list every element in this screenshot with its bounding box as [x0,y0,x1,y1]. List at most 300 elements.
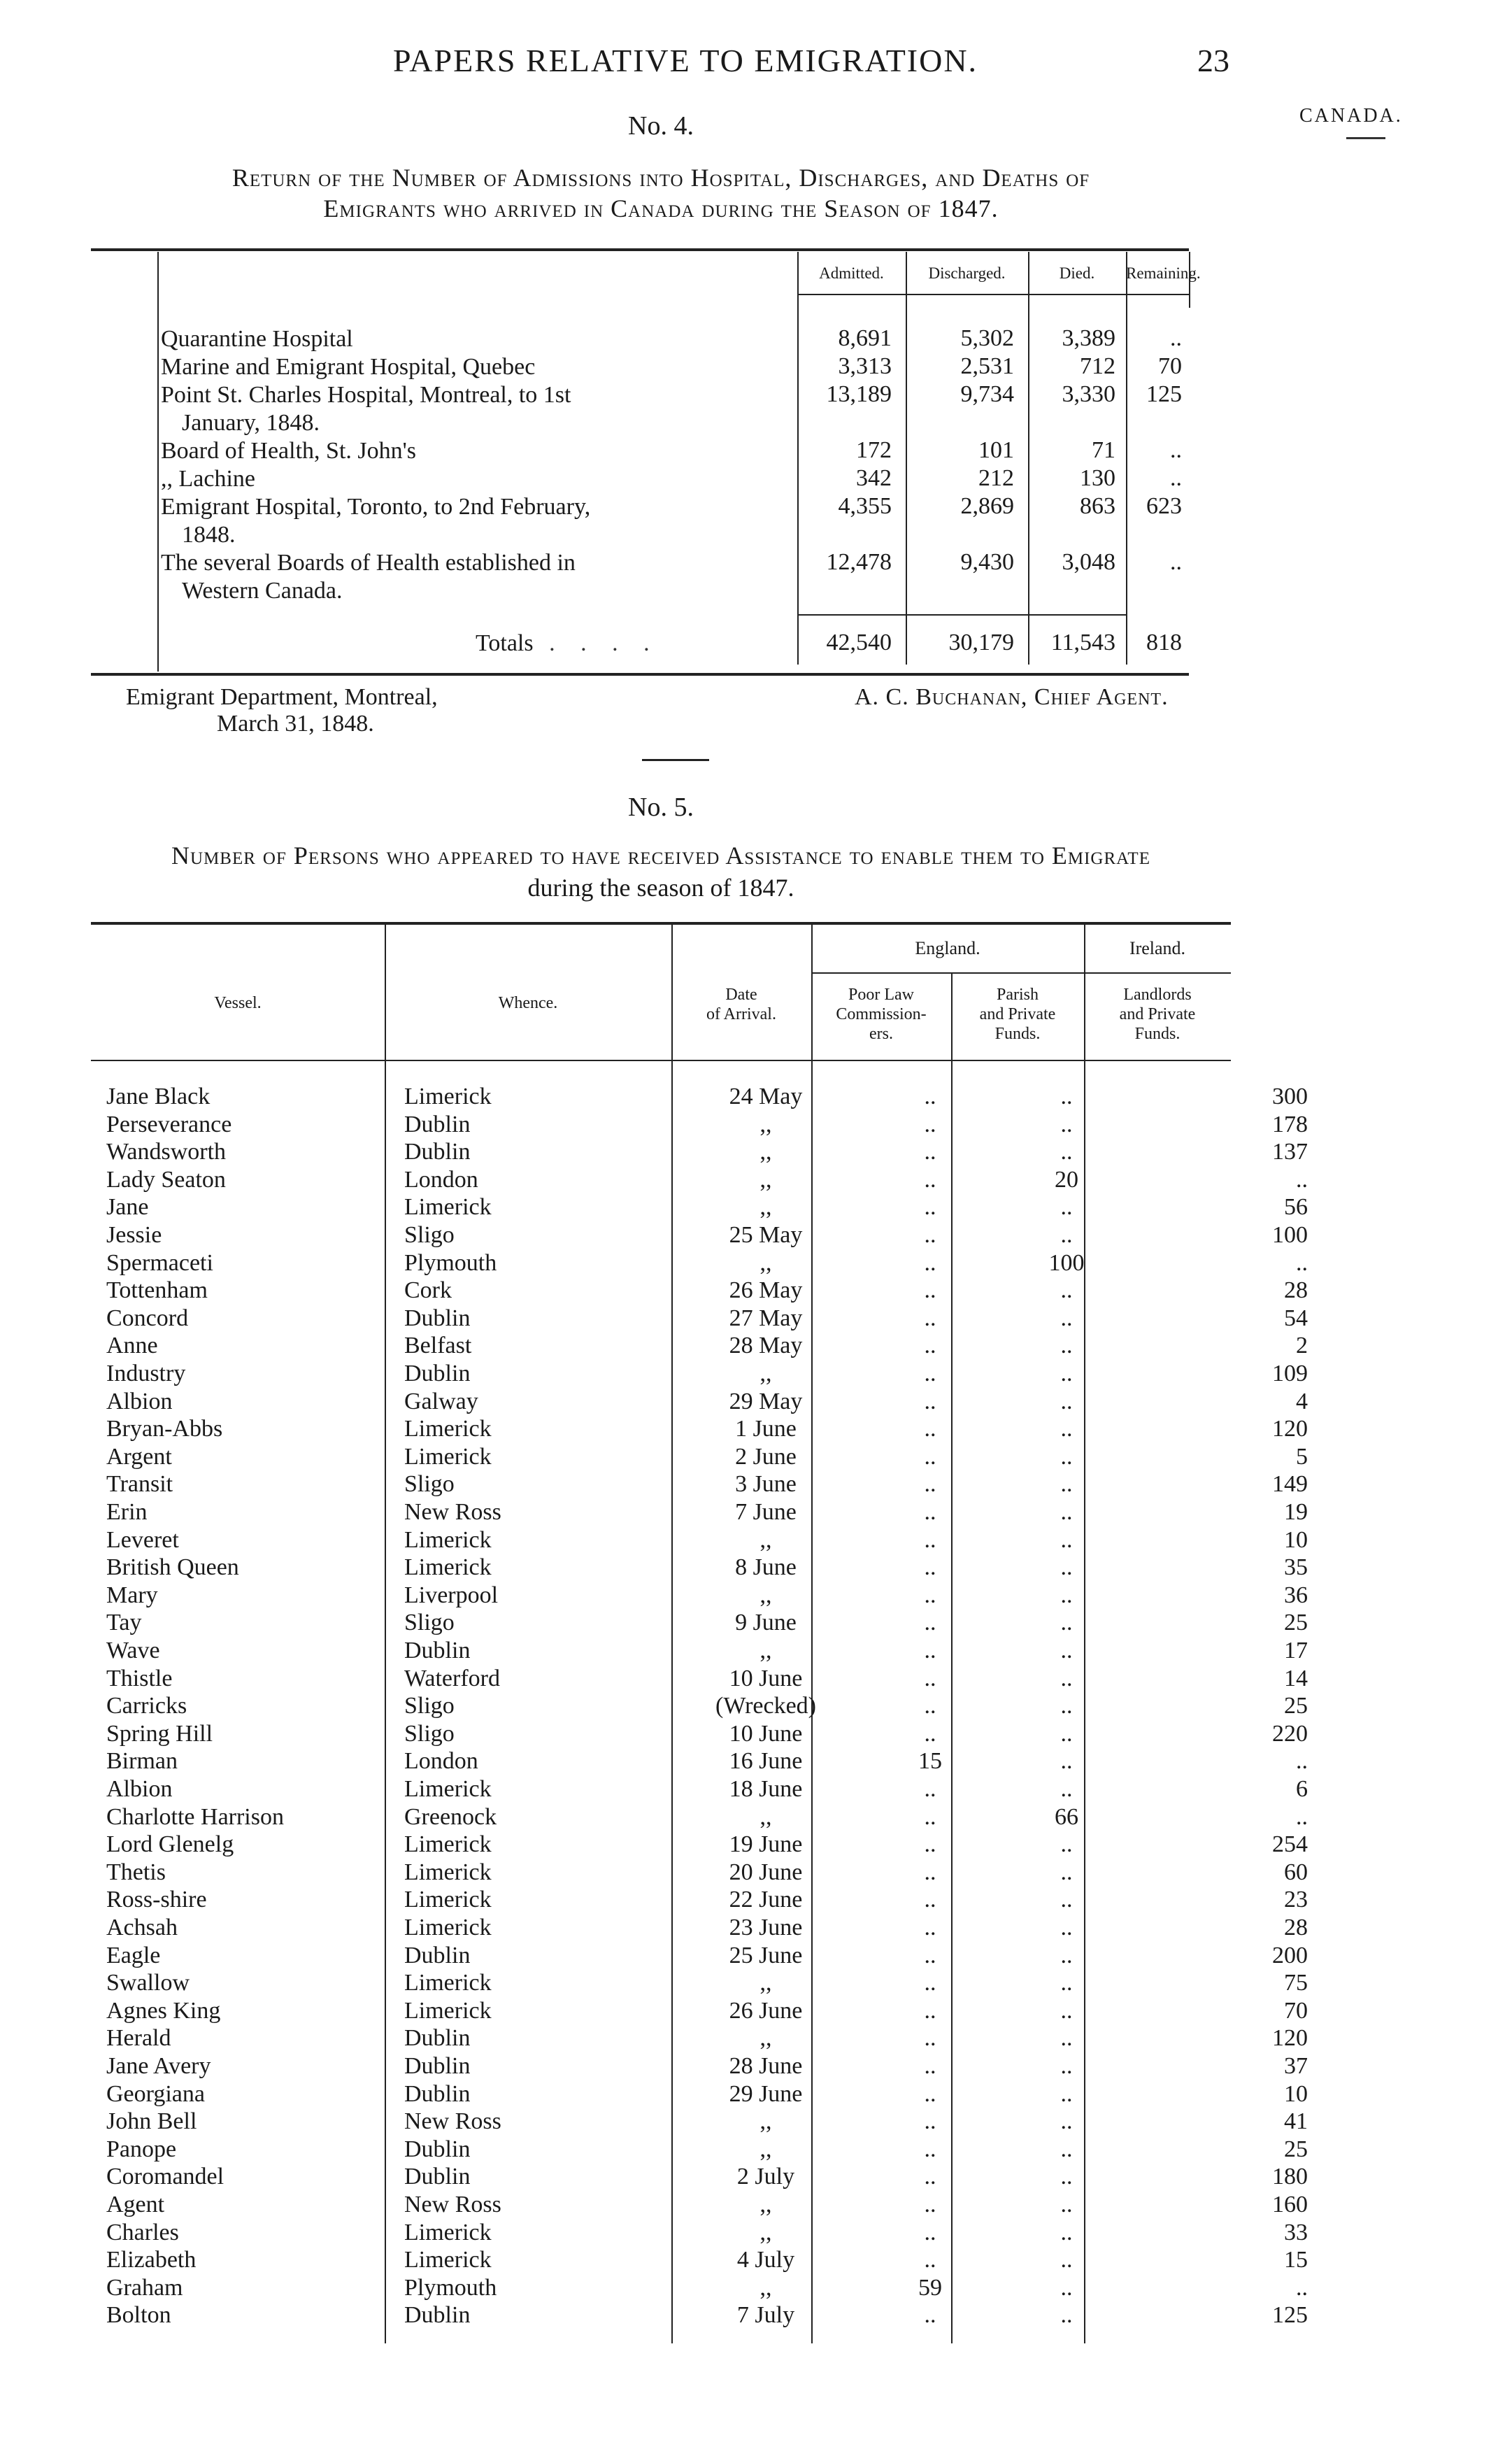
no5-row [91,1443,1308,1471]
no5-row-landlords: 10 [1284,2080,1308,2107]
no5-row-parish: .. [1060,2274,1073,2301]
no5-row-poor-law: .. [924,1859,936,1885]
no5-row-landlords: 25 [1284,1693,1308,1719]
no5-row-whence: Limerick [404,2219,492,2245]
no4-title [91,162,1231,224]
no5-row-vessel: Leveret [106,1526,179,1553]
no5-row-date: 20 June [729,1859,803,1885]
no5-row-date: 10 June [729,1665,803,1691]
no5-row-parish: .. [1060,1997,1073,2024]
no5-row-landlords: 4 [1296,1388,1308,1414]
no4-row-remaining: .. [1170,465,1182,491]
no5-row-whence: London [404,1748,478,1775]
no5-row-vessel: John Bell [106,2108,197,2135]
no5-row-landlords: 54 [1284,1305,1308,1331]
no4-row-remaining: .. [1170,325,1182,351]
no5-row-vessel: Spermaceti [106,1249,213,1276]
no5-col-poor-l2: Commission- [836,1005,927,1023]
no5-row-date: ,, [759,2192,772,2217]
no5-row-parish: .. [1060,1194,1073,1221]
running-head: PAPERS RELATIVE TO EMIGRATION. [392,43,978,78]
no5-row [91,1249,1308,1277]
no5-row [91,1969,1308,1997]
no5-row-parish: .. [1060,2053,1073,2079]
no5-row-date: (Wrecked) [715,1693,816,1719]
no5-row-parish: .. [1060,1388,1073,1414]
no5-row-whence: Sligo [404,1222,455,1248]
no5-row-parish: .. [1060,2108,1073,2135]
no5-row-whence: Limerick [404,1887,492,1913]
no5-row-poor-law: .. [924,1942,936,1968]
no5-row [91,1166,1308,1194]
no5-row-parish: .. [1060,1554,1073,1581]
no5-row-landlords: 6 [1296,1776,1308,1802]
no5-row-whence: Sligo [404,1720,455,1747]
no5-row-parish: .. [1060,1111,1073,1137]
no5-row-whence: Limerick [404,1776,492,1802]
no5-row-landlords: 60 [1284,1859,1308,1885]
no5-row-date: ,, [759,2274,772,2301]
no5-row [91,1942,1308,1970]
no5-row-parish: 66 [1055,1803,1078,1830]
no5-row [91,1526,1308,1554]
no5-row-vessel: Lady Seaton [106,1166,226,1193]
no4-row-remaining: 125 [1146,381,1182,407]
no5-header-rule [91,1060,1231,1061]
no5-row [91,1111,1308,1139]
no4-row-died: 71 [1092,437,1115,463]
no5-row-vessel: Birman [106,1748,178,1775]
no5-row [91,1083,1308,1111]
no4-row-discharged: 2,869 [960,493,1014,519]
no5-row-date: ,, [759,1970,772,1996]
no5-row-whence: Limerick [404,1084,492,1109]
no5-row-poor-law: .. [924,1887,936,1913]
no5-row [91,1305,1308,1333]
no5-row-vessel: Thetis [106,1859,166,1885]
no5-row-landlords: 178 [1272,1111,1308,1137]
no5-row-landlords: 137 [1272,1139,1308,1165]
no4-row [91,409,1189,439]
no5-row-parish: .. [1060,2302,1073,2329]
no4-row-died: 3,048 [1062,549,1115,575]
no5-row-poor-law: .. [924,1720,936,1747]
no4-row-label: The several Boards of Health established in [161,550,576,576]
no5-row-poor-law: .. [924,1776,936,1802]
no4-row [91,577,1189,606]
no4-row-label: 1848. [182,522,236,548]
no5-row-whence: Plymouth [404,2274,497,2301]
no5-col-date-l1: Date [725,986,757,1004]
no4-row-admitted: 3,313 [838,353,892,379]
no5-group-england: England. [915,938,980,958]
no5-row-date: 9 June [735,1610,797,1636]
no5-row [91,1193,1308,1221]
no5-row-parish: .. [1060,1665,1073,1691]
no5-row-date: 25 May [729,1222,803,1248]
no5-row-landlords: 120 [1272,2025,1308,2052]
no5-row-landlords: 19 [1284,1499,1308,1525]
no5-row-poor-law: .. [924,1970,936,1996]
no4-row-label: January, 1848. [182,410,320,436]
no5-row-date: ,, [759,1249,772,1276]
no5-row-vessel: Jane Black [106,1084,211,1109]
no4-col-remaining: Remaining. [1126,264,1201,282]
no5-row-vessel: Graham [106,2274,183,2301]
no5-row-date: 23 June [729,1915,803,1940]
no5-row-parish: .. [1060,1693,1073,1719]
no5-row-vessel: Jane Avery [106,2053,211,2079]
no5-row-vessel: Bolton [106,2302,171,2329]
no5-row-landlords: 28 [1284,1915,1308,1940]
no4-row-admitted: 13,189 [826,381,892,407]
no5-row-poor-law: .. [924,1333,936,1359]
no5-row-vessel: Erin [106,1499,148,1525]
no5-row-parish: .. [1060,1416,1073,1442]
no5-row-parish: .. [1060,1748,1073,1775]
no5-col-land-l1: Landlords [1123,986,1192,1004]
no4-row [91,381,1189,411]
no5-row-date: 29 June [729,2080,803,2107]
no5-row [91,2274,1308,2302]
no5-col-land-l2: and Private [1119,1005,1196,1023]
no5-row-poor-law: .. [924,1499,936,1525]
no5-row-date: ,, [759,2136,772,2162]
no5-row-whence: Dublin [404,2080,471,2107]
no5-row-landlords: 36 [1284,1582,1308,1608]
no5-row-parish: .. [1060,1443,1073,1470]
no4-totals-discharged: 30,179 [948,630,1014,655]
no5-row-vessel: Ross-shire [106,1887,207,1913]
no5-row-poor-law: .. [924,1803,936,1830]
no5-row-vessel: Bryan-Abbs [106,1416,223,1442]
no5-row-vessel: Herald [106,2025,171,2052]
no5-row-vessel: Tay [106,1610,142,1636]
no5-row-poor-law: .. [924,2192,936,2217]
no5-row-date: 8 June [735,1554,797,1581]
no5-row-vessel: Argent [106,1443,172,1470]
no4-footer-left-line1: Emigrant Department, Montreal, [126,684,438,710]
no5-row-whence: Dublin [404,1111,471,1137]
no5-row-landlords: .. [1296,1249,1308,1276]
no5-row [91,1332,1308,1360]
no5-row-whence: Cork [404,1277,452,1304]
no5-row-landlords: 25 [1284,1610,1308,1636]
no5-row [91,1277,1308,1305]
no4-top-rule [91,248,1189,251]
no5-row [91,1775,1308,1803]
no4-col-admitted: Admitted. [819,264,884,282]
no5-row-landlords: 120 [1272,1416,1308,1442]
no5-row [91,2301,1308,2329]
no5-row-date: 22 June [729,1887,803,1913]
no5-row-whence: Limerick [404,1859,492,1885]
no5-row [91,1554,1308,1582]
no5-row [91,1831,1308,1859]
no4-row-admitted: 4,355 [838,493,892,519]
no5-row-landlords: 70 [1284,1997,1308,2024]
no5-row-date: 3 June [735,1471,797,1498]
no5-row-landlords: .. [1296,1748,1308,1775]
no5-row [91,2024,1308,2052]
no5-row-whence: Belfast [404,1333,472,1359]
no5-row-poor-law: .. [924,1665,936,1691]
no4-col-discharged: Discharged. [928,264,1006,282]
no5-row-vessel: Eagle [106,1942,161,1968]
no5-col-landlords [1084,985,1231,1044]
no4-header-rule [797,294,1189,295]
no5-row-poor-law: .. [924,1305,936,1331]
no5-row-poor-law: .. [924,1471,936,1498]
no5-row-vessel: Jessie [106,1222,162,1248]
no5-row [91,1914,1308,1942]
no5-row-landlords: 37 [1284,2053,1308,2079]
no5-row-parish: .. [1060,2219,1073,2245]
no5-row-landlords: .. [1296,2274,1308,2301]
no5-row-whence: Limerick [404,1416,492,1442]
no5-row-vessel: Transit [106,1471,173,1498]
no5-row-whence: Sligo [404,1471,455,1498]
no5-row-date: ,, [759,1803,772,1830]
no5-row-date: ,, [759,1582,772,1608]
no4-row-label: Quarantine Hospital [161,326,353,352]
no5-row [91,1360,1308,1388]
no5-row-vessel: Wave [106,1638,160,1663]
no5-row-parish: .. [1060,1610,1073,1636]
no5-row-poor-law: .. [924,1139,936,1165]
no5-row-landlords: 17 [1284,1638,1308,1663]
no5-row-whence: Dublin [404,2136,471,2162]
no5-row-vessel: Perseverance [106,1111,232,1137]
no4-totals-died: 11,543 [1050,630,1115,655]
no5-row-landlords: 2 [1296,1333,1308,1359]
no5-row-whence: Galway [404,1388,478,1414]
no4-row-died: 863 [1080,493,1115,519]
no5-row-whence: London [404,1166,478,1193]
no4-title-line2: Emigrants who arrived in Canada during the Season of 1847. [323,194,999,222]
no5-row-poor-law: .. [924,1249,936,1276]
no5-row-vessel: Anne [106,1333,158,1359]
no4-row-label: Western Canada. [182,578,343,604]
no5-row-date: 24 May [729,1084,803,1109]
no5-row-date: ,, [759,1194,772,1221]
no5-top-rule [91,922,1231,925]
no5-row-poor-law: .. [924,1582,936,1608]
no5-row-whence: Limerick [404,1194,492,1221]
no5-row-landlords: 10 [1284,1526,1308,1553]
no5-col-parish [951,985,1084,1044]
no5-row-date: 25 June [729,1942,803,1968]
no5-row-poor-law: .. [924,1361,936,1386]
no5-row-landlords: 56 [1284,1194,1308,1221]
no4-row-admitted: 8,691 [838,325,892,351]
no5-row-parish: 100 [1048,1249,1085,1276]
no5-row [91,1997,1308,2025]
no5-row-date: ,, [759,1526,772,1553]
no5-row-poor-law: .. [924,1222,936,1248]
no5-row-vessel: Wandsworth [106,1139,227,1165]
no5-row [91,1692,1308,1720]
no5-row-whence: Dublin [404,1305,471,1331]
no5-row-date: ,, [759,2025,772,2052]
margin-note: CANADA. [1299,105,1403,127]
no5-row-landlords: 28 [1284,1277,1308,1304]
no5-col-poor-l3: ers. [869,1025,893,1043]
no5-row [91,1221,1308,1249]
no5-row-landlords: 200 [1272,1942,1308,1968]
no5-row [91,1498,1308,1526]
no5-row [91,1637,1308,1665]
no4-number: No. 4. [628,111,694,141]
no5-row-date: ,, [759,2108,772,2135]
no5-row-vessel: Elizabeth [106,2247,197,2273]
no5-row-poor-law: .. [924,2219,936,2245]
no4-row-remaining: .. [1170,549,1182,575]
no5-row [91,1388,1308,1416]
no5-row-poor-law: .. [924,1526,936,1553]
no5-row [91,1859,1308,1887]
no5-row-poor-law: .. [924,1693,936,1719]
no4-row-remaining: 623 [1146,493,1182,519]
no4-row-died: 3,330 [1062,381,1115,407]
no5-row-vessel: Albion [106,1776,173,1802]
no4-row-label: Marine and Emigrant Hospital, Quebec [161,354,536,380]
no5-row-whence: Dublin [404,2302,471,2329]
no5-row-poor-law: .. [924,1084,936,1109]
no4-row-admitted: 342 [856,465,892,491]
no4-row [91,493,1189,523]
no5-row-landlords: .. [1296,1166,1308,1193]
no5-row-landlords: 25 [1284,2136,1308,2162]
no5-row-vessel: Agnes King [106,1997,221,2024]
no5-row-poor-law: .. [924,1166,936,1193]
no5-row-whence: Dublin [404,2025,471,2052]
no5-col-poor-l1: Poor Law [848,986,914,1004]
no5-row-whence: Dublin [404,1638,471,1663]
no4-row [91,353,1189,383]
no5-row-whence: Limerick [404,1915,492,1940]
no5-row-parish: 20 [1055,1166,1078,1193]
no5-row-whence: New Ross [404,2108,501,2135]
no5-row-vessel: Mary [106,1582,158,1608]
no4-row-discharged: 9,430 [960,549,1014,575]
no5-row-parish: .. [1060,1471,1073,1498]
no5-row-poor-law: .. [924,2108,936,2135]
no4-row-died: 3,389 [1062,325,1115,351]
no5-row-poor-law: .. [924,2302,936,2329]
no5-row-parish: .. [1060,1915,1073,1940]
no5-row-whence: Sligo [404,1610,455,1636]
no5-row [91,2163,1308,2191]
no5-row-date: 19 June [729,1831,803,1858]
no5-row-poor-law: .. [924,2247,936,2273]
no5-row-poor-law: .. [924,2053,936,2079]
no4-row [91,325,1189,355]
no5-row-poor-law: .. [924,1388,936,1414]
no5-row-parish: .. [1060,1582,1073,1608]
no5-row-vessel: Industry [106,1361,186,1386]
no5-row [91,2191,1308,2219]
no5-row-poor-law: .. [924,2136,936,2162]
no5-row [91,1415,1308,1443]
no5-row [91,1747,1308,1775]
no5-row-whence: Limerick [404,1554,492,1581]
no5-row-date: ,, [759,1638,772,1663]
no5-row-vessel: Tottenham [106,1277,208,1304]
no5-row-whence: Limerick [404,1526,492,1553]
no4-row-died: 130 [1080,465,1115,491]
no5-row-whence: Dublin [404,2164,471,2190]
no5-row-poor-law: .. [924,1610,936,1636]
no4-row-label: Emigrant Hospital, Toronto, to 2nd February, [161,494,591,520]
no5-row-whence: Waterford [404,1665,500,1691]
no5-row-parish: .. [1060,1526,1073,1553]
no5-col-parish-l1: Parish [997,986,1039,1004]
no5-row-date: 7 July [736,2302,795,2329]
no5-row-whence: Limerick [404,1997,492,2024]
no5-col-vessel: Vessel. [214,994,262,1012]
no5-row-whence: Limerick [404,1970,492,1996]
no5-row [91,2136,1308,2164]
no5-row-vessel: Spring Hill [106,1720,213,1747]
no5-row-vessel: Swallow [106,1970,190,1996]
no4-col-died: Died. [1059,264,1095,282]
no5-row-parish: .. [1060,2192,1073,2217]
no5-row-poor-law: .. [924,1831,936,1858]
no4-row [91,549,1189,579]
no5-row-whence: Sligo [404,1693,455,1719]
no5-row-poor-law: .. [924,2164,936,2190]
no5-row-vessel: British Queen [106,1554,239,1581]
no5-row-whence: Greenock [404,1803,497,1830]
no5-row-date: 2 June [735,1443,797,1470]
no5-row-poor-law: 59 [918,2274,942,2301]
no5-row-landlords: 149 [1272,1471,1308,1498]
no5-row-date: 16 June [729,1748,803,1775]
no5-row-landlords: 33 [1284,2219,1308,2245]
no5-row-date: 10 June [729,1720,803,1747]
no4-row [91,437,1189,467]
no4-footer-signature: A. C. Buchanan, Chief Agent. [855,684,1169,710]
section-divider [642,759,709,761]
no5-row-poor-law: .. [924,1416,936,1442]
no5-row-parish: .. [1060,1720,1073,1747]
no5-row-date: 18 June [729,1776,803,1802]
margin-rule [1346,137,1385,139]
no5-row-vessel: Carricks [106,1693,187,1719]
no5-row [91,2219,1308,2247]
no5-row-parish: .. [1060,2247,1073,2273]
no4-row-discharged: 212 [978,465,1014,491]
no5-row-vessel: Georgiana [106,2080,205,2107]
no5-row-whence: Plymouth [404,1249,497,1276]
no5-row-poor-law: .. [924,1277,936,1304]
no5-row-date: ,, [759,1361,772,1386]
no4-row [91,465,1189,495]
no5-row-landlords: 75 [1284,1970,1308,1996]
no5-row-date: 28 June [729,2053,803,2079]
no5-col-parish-l3: Funds. [994,1025,1041,1043]
no5-row-vessel: Jane [106,1194,149,1221]
no5-row-whence: Dublin [404,1139,471,1165]
no5-row-parish: .. [1060,2164,1073,2190]
no5-row-vessel: Charles [106,2219,179,2245]
no4-row-discharged: 101 [978,437,1014,463]
no5-row-date: ,, [759,1139,772,1165]
no5-row [91,2080,1308,2108]
no5-row-poor-law: .. [924,1443,936,1470]
no5-row-date: 29 May [729,1388,803,1414]
